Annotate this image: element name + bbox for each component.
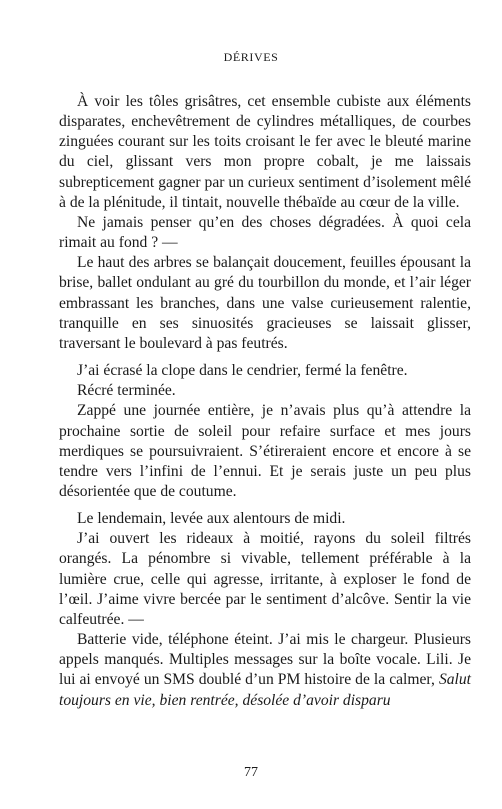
running-header: DÉRIVES — [223, 50, 279, 64]
paragraph: J’ai écrasé la clope dans le cendrier, fermé la fenêtre. — [77, 362, 408, 380]
paragraph: J’ai ouvert les rideaux à moitié, rayons du soleil filtrés orangés. La pénombre si vivable, tellement préférable à la lumière crue, celle qui agresse, irritante, à exploser le fond de l’œil. J’aime vivre bercée par le sentiment d’alcôve. Sentir la vie calfeutrée. — — [59, 530, 471, 628]
paragraph: À voir les tôles grisâtres, cet ensemble cubiste aux éléments disparates, enchevêtrement de cylindres métalliques, de courbes zinguées courant sur les toits croisant le fer avec le bleuté marine du ciel, glissant vers mon propre cobalt, je me laissais subrepticement gagner par un curieux sentiment d’isolement mêlé à de la plénitude, il tintait, nouvelle thébaïde au cœur de la ville. — [59, 93, 471, 211]
paragraph: Le lendemain, levée aux alentours de midi. — [77, 510, 346, 528]
paragraph: Zappé une journée entière, je n’avais plus qu’à attendre la prochaine sortie de soleil pour refaire surface et mes jours merdiques se poursuivraient. S’étireraient encore et encore à se tendre vers l’infini de l’ennui. Et je serais juste un peu plus désorientée que de coutume. — [59, 402, 471, 500]
paragraph-text: Batterie vide, téléphone éteint. J’ai mis le chargeur. Plusieurs appels manqués. Multiples messages sur la boîte vocale. Lili. Je lui ai envoyé un SMS doublé d’un PM histoire de la calmer, — [59, 631, 471, 689]
paragraph: Le haut des arbres se balançait doucement, feuilles épousant la brise, ballet ondulant au gré du tourbillon du monde, et l’air léger embrassant les branches, dans une valse curieusement ralentie, tranquille en ses sinuosités gracieuses se laissait glisser, traversant le boulevard à pas feutrés. — [59, 254, 471, 352]
italic-quote: Salut toujours en vie, bien rentrée, désolée d’avoir disparu — [59, 671, 471, 709]
paragraph: Ne jamais penser qu’en des choses dégradées. À quoi cela rimait au fond ? — — [59, 213, 471, 252]
paragraph-with-italic — [59, 630, 471, 711]
body-text — [59, 92, 471, 711]
page-number: 77 — [244, 765, 258, 780]
paragraph: Récré terminée. — [77, 382, 176, 400]
